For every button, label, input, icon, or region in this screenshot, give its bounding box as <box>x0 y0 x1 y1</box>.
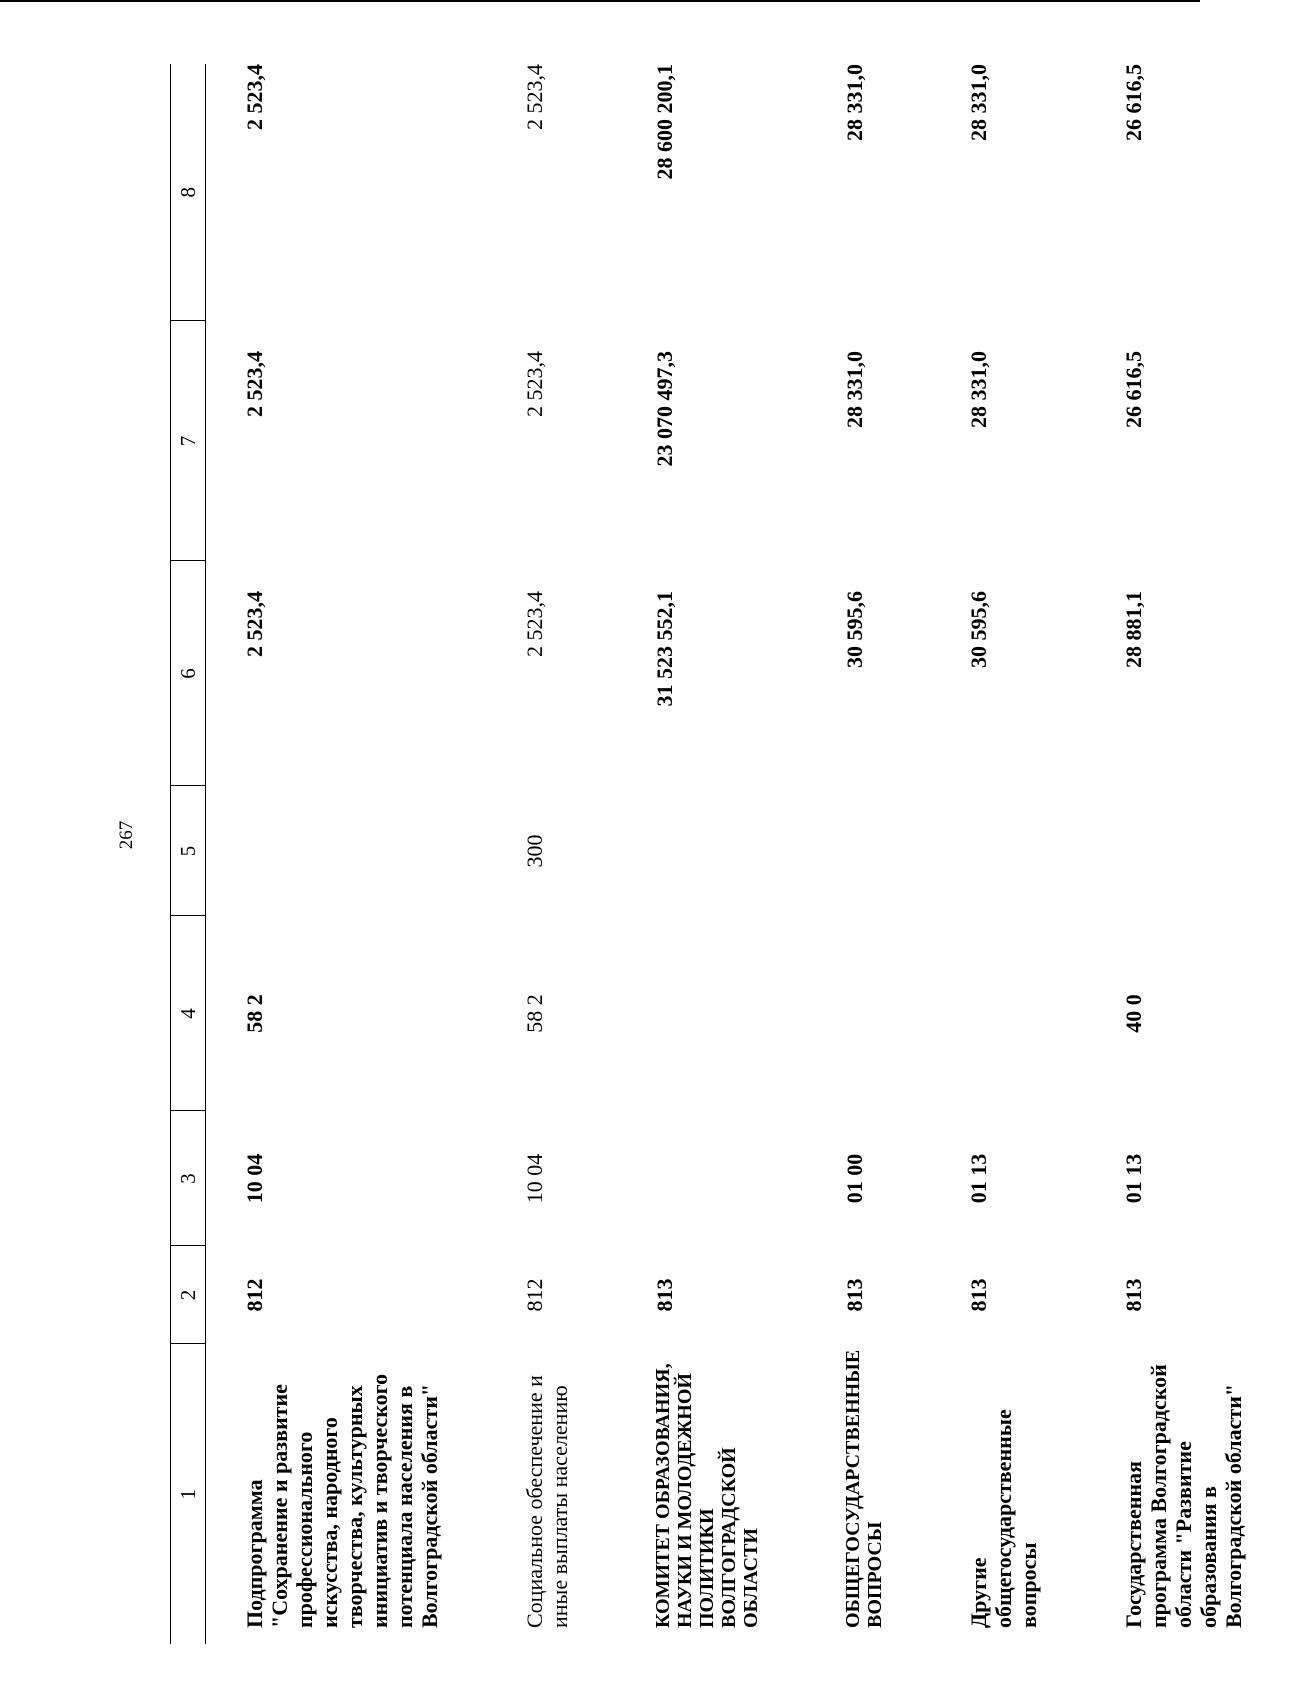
cell-col-2: 813 <box>652 1278 677 1312</box>
header-col-7: 7 <box>171 321 206 561</box>
row-name: ОБЩЕГОСУДАРСТВЕННЫЕ ВОПРОСЫ <box>842 1349 886 1628</box>
cell-col-3: 10 04 <box>522 1153 547 1204</box>
cell-col-2: 813 <box>842 1278 867 1312</box>
header-col-2: 2 <box>171 1246 206 1344</box>
table-row <box>1085 64 1290 1644</box>
header-col-6: 6 <box>171 561 206 786</box>
cell-col-6: 28 881,1 <box>1121 591 1146 668</box>
cell-col-5 <box>930 786 1085 916</box>
cell-col-3: 01 13 <box>1121 1153 1146 1204</box>
cell-col-4: 58 2 <box>522 994 547 1033</box>
table-row <box>616 64 806 1644</box>
cell-col-7: 28 331,0 <box>842 351 867 428</box>
header-col-1: 1 <box>171 1344 206 1644</box>
header-row <box>171 64 206 1644</box>
cell-col-6: 30 595,6 <box>842 591 867 668</box>
row-name: Государственная программа Волгоградской области "Развитие образования в Волгоградской области" <box>1121 1364 1246 1628</box>
table-row <box>206 64 487 1644</box>
cell-col-6: 2 523,4 <box>522 591 547 657</box>
cell-col-6: 2 523,4 <box>242 591 267 657</box>
cell-col-5 <box>616 786 806 916</box>
cell-col-7: 28 331,0 <box>966 351 991 428</box>
cell-col-3: 01 13 <box>966 1153 991 1204</box>
cell-col-8: 2 523,4 <box>242 64 267 130</box>
cell-col-5 <box>1085 786 1290 916</box>
cell-col-2: 812 <box>242 1278 267 1312</box>
row-name: Подпрограмма "Сохранение и развитие профессионального искусства, народного творчества, культурных инициатив и творческого потенциала населения в Волгоградской области" <box>242 1373 442 1628</box>
header-col-3: 3 <box>171 1111 206 1246</box>
cell-col-5 <box>806 786 930 916</box>
cell-col-7: 26 616,5 <box>1121 351 1146 428</box>
cell-col-2: 813 <box>1121 1278 1146 1312</box>
cell-col-4 <box>930 916 1085 1111</box>
cell-col-3 <box>616 1111 806 1246</box>
row-name: Социальное обеспечение и иные выплаты населению <box>522 1375 572 1628</box>
header-col-4: 4 <box>171 916 206 1111</box>
cell-col-5 <box>206 786 487 916</box>
cell-col-2: 812 <box>522 1278 547 1312</box>
cell-col-8: 28 331,0 <box>966 64 991 141</box>
cell-col-3: 01 00 <box>842 1153 867 1204</box>
cell-col-8: 26 616,5 <box>1121 64 1146 141</box>
header-col-8: 8 <box>171 64 206 321</box>
cell-col-4: 40 0 <box>1121 994 1146 1033</box>
page-top-edge <box>0 0 1200 2</box>
cell-col-4 <box>806 916 930 1111</box>
page-number: 267 <box>116 820 137 850</box>
row-name: КОМИТЕТ ОБРАЗОВАНИЯ, НАУКИ И МОЛОДЕЖНОЙ ПОЛИТИКИ ВОЛГОГРАДСКОЙ ОБЛАСТИ <box>652 1363 762 1628</box>
cell-col-7: 23 070 497,3 <box>652 351 677 467</box>
cell-col-7: 2 523,4 <box>242 351 267 417</box>
cell-col-3: 10 04 <box>242 1153 267 1204</box>
cell-col-8: 2 523,4 <box>522 64 547 130</box>
cell-col-8: 28 331,0 <box>842 64 867 141</box>
cell-col-7: 2 523,4 <box>522 351 547 417</box>
table-row <box>930 64 1085 1644</box>
cell-col-8: 28 600 200,1 <box>652 64 677 180</box>
table-row <box>806 64 930 1644</box>
budget-table <box>170 64 1290 1644</box>
header-col-5: 5 <box>171 786 206 916</box>
row-name: Другие общегосударственные вопросы <box>966 1409 1041 1628</box>
cell-col-4 <box>616 916 806 1111</box>
table-row <box>486 64 616 1644</box>
cell-col-4: 58 2 <box>242 994 267 1033</box>
cell-col-5: 300 <box>522 834 547 868</box>
cell-col-6: 30 595,6 <box>966 591 991 668</box>
cell-col-6: 31 523 552,1 <box>652 591 677 707</box>
rotated-table-container <box>170 64 1246 1644</box>
cell-col-2: 813 <box>966 1278 991 1312</box>
